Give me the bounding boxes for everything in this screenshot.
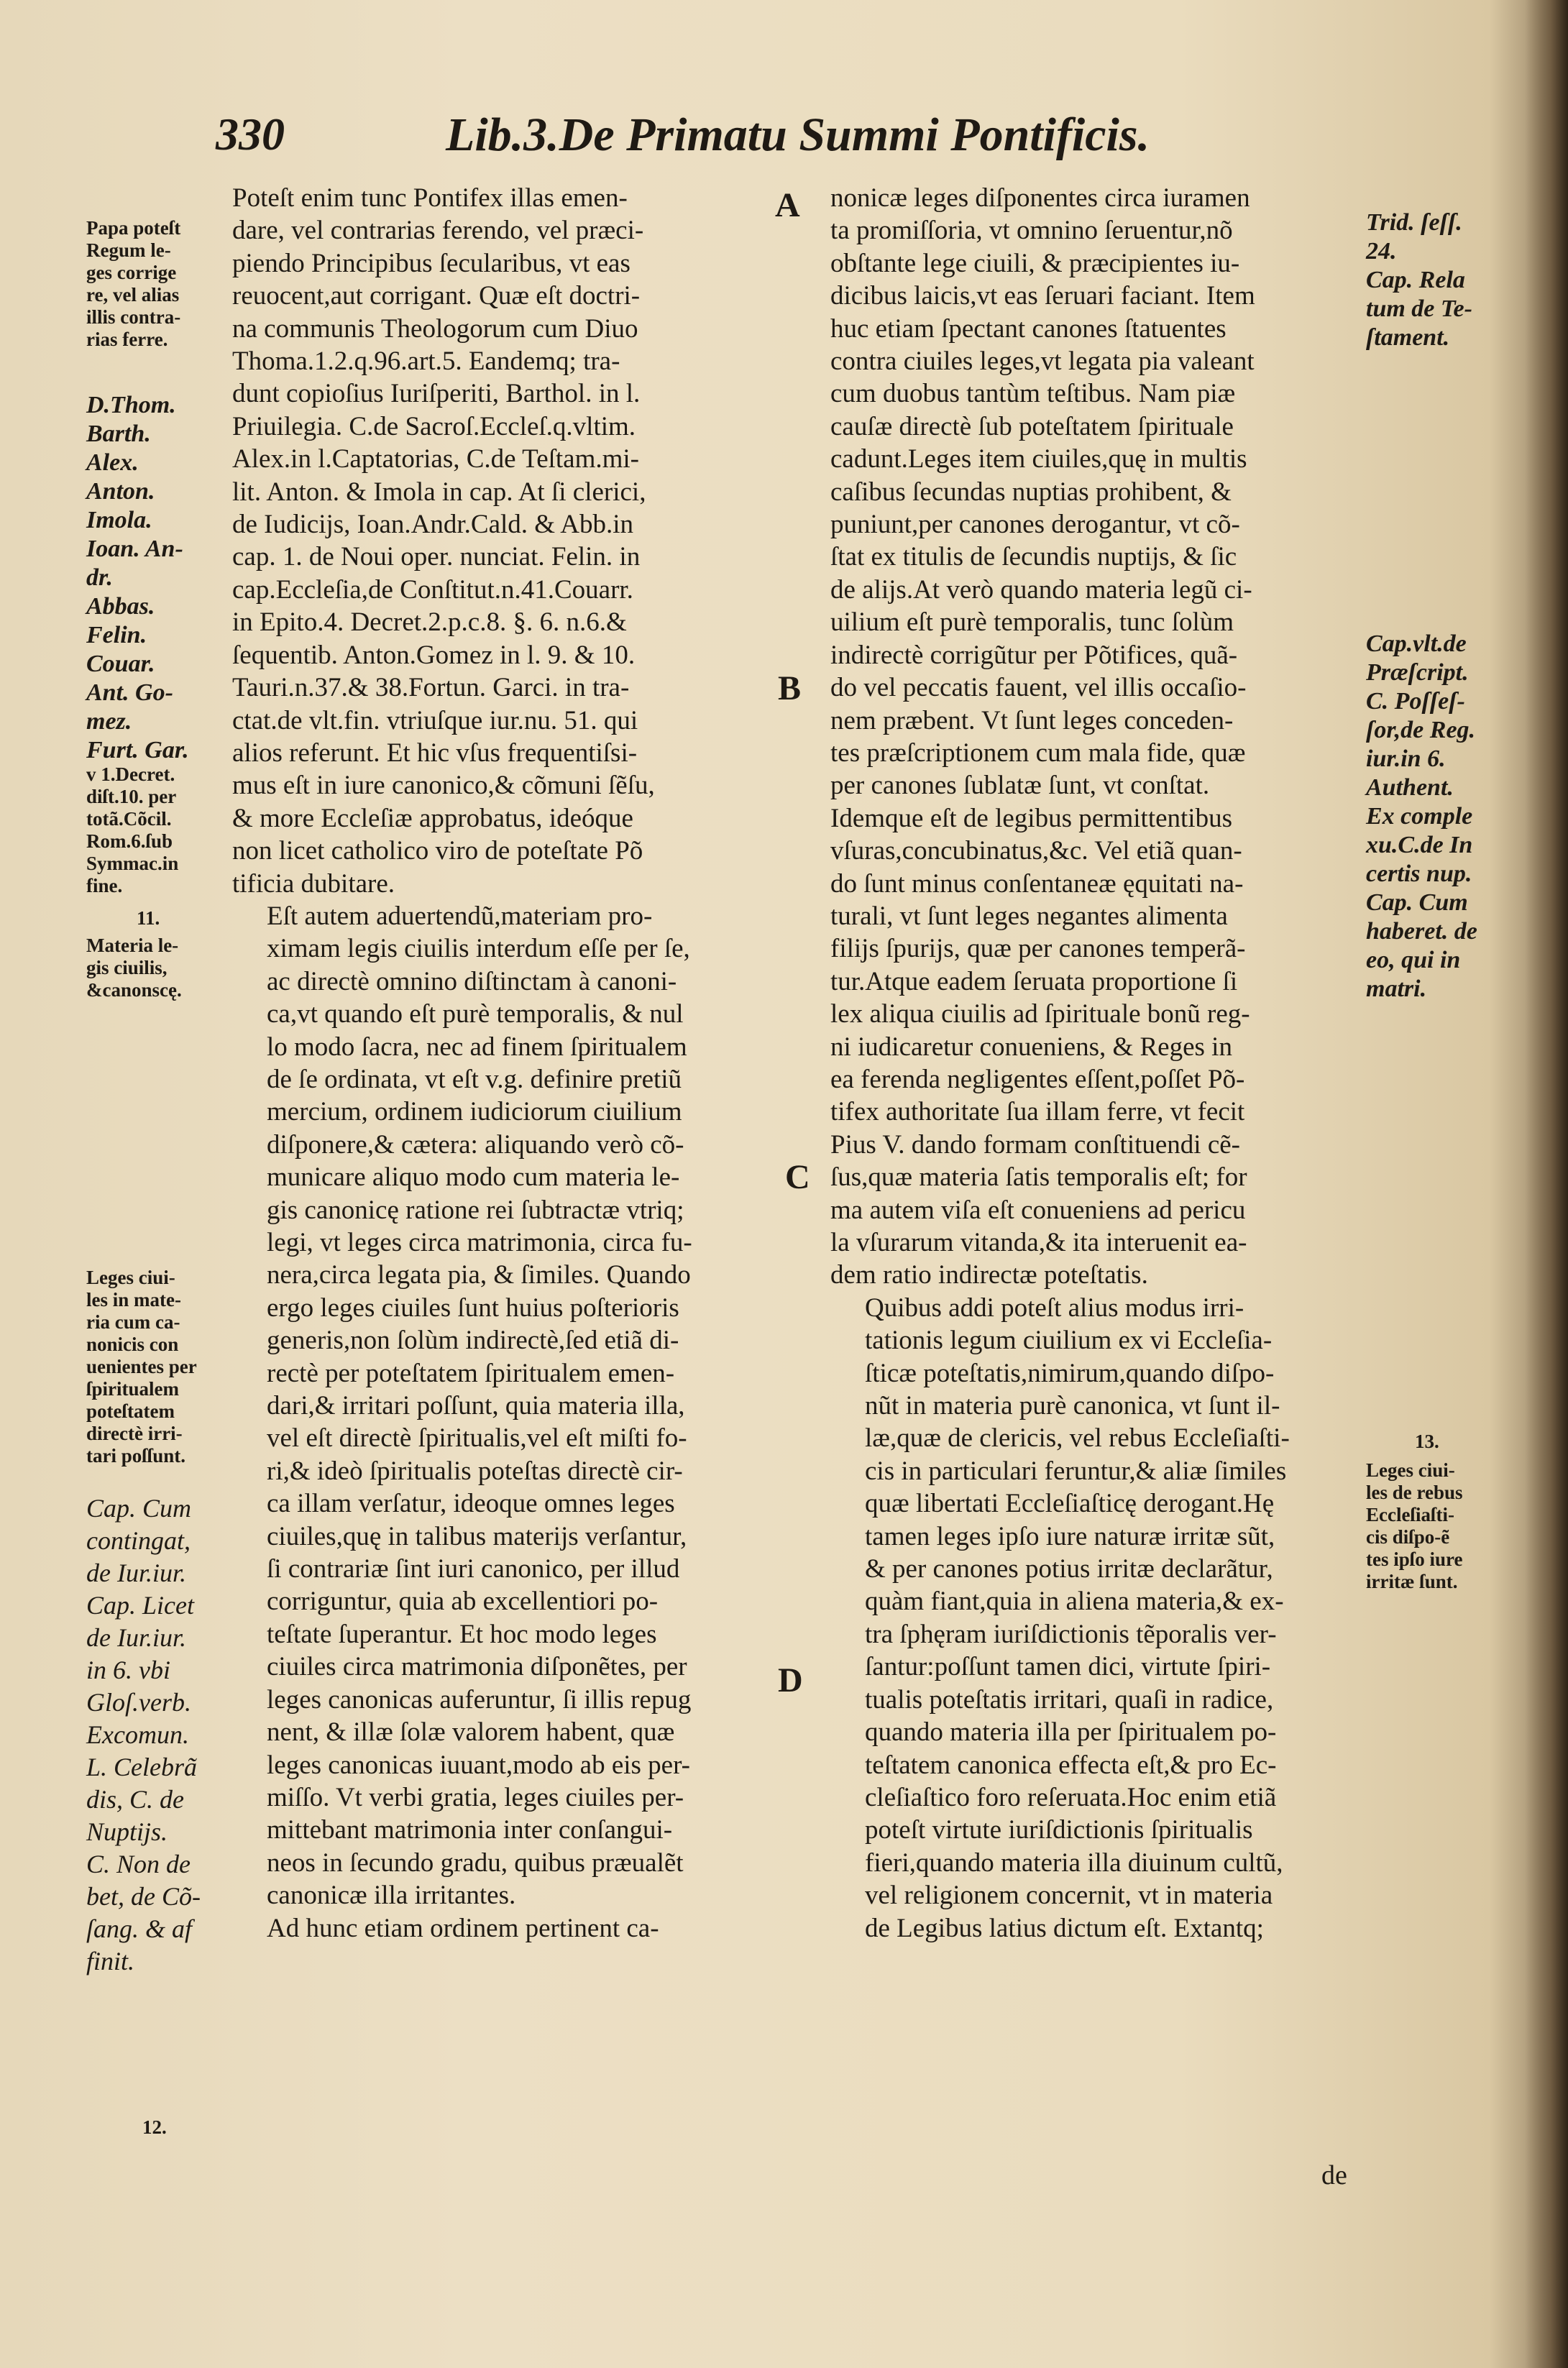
margin-line: C. Poſſeſ- [1366,688,1465,715]
margin-line: ges corrige [86,262,177,283]
text-line: tifex authoritate ſua illam ferre, vt fecit [830,1097,1245,1127]
text-line: filijs ſpurijs, quæ per canones temperã- [830,934,1246,964]
text-line: ta promiſſoria, vt omnino ſeruentur,nõ [830,216,1233,246]
text-line: fieri,quando materia illa diuinum cultũ, [865,1848,1283,1878]
margin-line: illis contra- [86,306,181,328]
margin-line: Alex. [86,449,139,476]
text-line: vſuras,concubinatus,&c. Vel etiã quan- [830,836,1242,866]
text-line: piendo Principibus ſecularibus, vt eas [232,248,631,278]
margin-line: Ioan. An- [86,536,183,562]
text-line: vel religionem concernit, vt in materia [865,1881,1273,1911]
margin-line: Barth. [86,421,151,447]
margin-line: Papa poteſt [86,217,181,239]
text-line: la vſurarum vitanda,& ita interuenit ea- [830,1228,1247,1257]
text-line: vel eſt directè ſpiritualis,vel eſt miſti fo- [267,1423,687,1454]
text-line: ctat.de vlt.fin. vtriuſque iur.nu. 51. qui [232,705,638,735]
margin-line: directè irri- [86,1423,183,1444]
text-line: Poteſt enim tunc Pontifex illas emen- [232,183,628,213]
margin-line: xu.C.de In [1366,832,1473,858]
section-letter-c: C [785,1158,810,1196]
margin-line: diſt.10. per [86,786,177,807]
text-line: cis in particulari feruntur,& aliæ ſimiles [865,1456,1287,1486]
text-line: ca illam verſatur, ideoque omnes leges [267,1489,675,1519]
paragraph [830,1292,1359,1945]
margin-line: matri. [1366,976,1427,1002]
text-line: rectè per poteſtatem ſpiritualem emen- [267,1358,675,1388]
margin-line: Excomun. [86,1720,189,1749]
right-text-column [830,182,1359,1945]
text-line: ergo leges ciuiles ſunt huius poſterioris [267,1293,679,1323]
catchword: de [1321,2160,1347,2190]
margin-line: Rom.6.ſub [86,830,173,852]
margin-line: mez. [86,708,132,735]
text-line: tificia dubitare. [232,868,395,899]
text-line: tra ſphęram iuriſdictionis tẽporalis ver- [865,1619,1277,1649]
margin-line: Cap.vlt.de [1366,630,1467,657]
text-line: teſtatem canonica effecta eſt,& pro Ec- [865,1750,1277,1780]
text-line: diſponere,& cætera: aliquando verò cõ- [267,1129,684,1160]
text-line: non licet catholico viro de poteſtate Põ [232,836,643,866]
text-line: quæ libertati Eccleſiaſticę derogant.Hę [865,1489,1275,1519]
margin-line: tes ipſo iure [1366,1548,1463,1570]
text-line: mercium, ordinem iudiciorum ciuilium [267,1097,682,1127]
text-line: do ſunt minus conſentaneæ ęquitati na- [830,868,1244,899]
text-line: Pius V. dando formam conſtituendi cẽ- [830,1129,1240,1160]
paragraph [232,1912,768,1945]
margin-line: re, vel alias [86,284,180,306]
margin-line: ria cum ca- [86,1311,180,1333]
text-line: leges canonicas auferuntur, ſi illis repug [267,1684,692,1715]
section-letter-b: B [778,669,802,707]
text-line: ſtat ex titulis de ſecundis nuptijs, & ſic [830,542,1237,572]
margin-note-papa [86,217,223,351]
text-line: nũt in materia purè canonica, vt ſunt il- [865,1391,1280,1421]
margin-line: uenientes per [86,1356,197,1377]
text-line: huc etiam ſpectant canones ſtatuentes [830,313,1227,344]
margin-line: Regum le- [86,239,171,261]
margin-number-13: 13. [1415,1431,1439,1452]
text-line: mus eſt in iure canonico,& cõmuni ſẽſu, [232,771,655,801]
margin-line: tum de Te- [1366,295,1472,322]
text-line: nent, & illæ ſolæ valorem habent, quæ [267,1717,675,1748]
text-line: contra ciuiles leges,vt legata pia valeant [830,347,1255,377]
margin-line: Authent. [1366,774,1454,801]
text-line: mittebant matrimonia inter conſangui- [267,1815,673,1845]
text-line: cum duobus tantùm teſtibus. Nam piæ [830,379,1236,409]
margin-line: fine. [86,875,123,896]
text-line: ſequentib. Anton.Gomez in l. 9. & 10. [232,640,636,670]
text-line: tur.Atque eadem ſeruata proportione ſi [830,966,1238,996]
left-text-column [232,182,768,1945]
margin-note-leges [86,1267,223,1467]
text-line: legi, vt leges circa matrimonia, circa fu- [267,1228,692,1257]
margin-line: irritæ ſunt. [1366,1571,1458,1592]
margin-refs-canon [86,1492,223,1978]
text-line: ma autem viſa eſt conueniens ad pericu [830,1195,1246,1225]
margin-refs-decret [86,763,223,897]
text-line: canonicæ illa irritantes. [267,1881,516,1911]
text-line: dicibus laicis,vt eas ſeruari faciant. Item [830,281,1255,311]
margin-line: ſtament. [1366,324,1450,351]
margin-note-materia [86,935,223,1001]
margin-line: eo, qui in [1366,947,1461,973]
text-line: turali, vt ſunt leges negantes alimenta [830,901,1228,931]
margin-refs-trid [1366,208,1510,352]
text-line: gis canonicę ratione rei ſubtractæ vtriq; [267,1195,684,1225]
margin-line: Felin. [86,622,147,648]
text-line: ciuiles circa matrimonia diſponẽtes, per [267,1652,687,1682]
margin-line: Præſcript. [1366,659,1469,686]
margin-number-12: 12. [142,2116,167,2138]
text-line: dem ratio indirectæ poteſtatis. [830,1260,1148,1290]
text-line: cleſiaſtico foro reſeruata.Hoc enim etiã [865,1782,1277,1812]
margin-line: cis diſpo-ẽ [1366,1526,1450,1548]
margin-refs-authors [86,391,223,765]
text-line: ac directè omnino diſtinctam à canoni- [267,966,677,996]
margin-line: v 1.Decret. [86,763,175,785]
text-line: obſtante lege ciuili, & præcipientes iu- [830,248,1240,278]
margin-line: bet, de Cõ- [86,1882,201,1911]
text-line: corriguntur, quia ab excellentiori po- [267,1587,659,1617]
margin-line: Cap. Cum [1366,889,1468,916]
margin-line: Furt. Gar. [86,737,189,763]
margin-line: haberet. de [1366,918,1477,945]
text-line: de alijs.At verò quando materia legũ ci- [830,574,1252,605]
margin-line: Imola. [86,507,152,533]
text-line: cap. 1. de Noui oper. nunciat. Felin. in [232,542,641,572]
text-line: tes præſcriptionem cum mala fide, quæ [830,738,1246,768]
text-line: Tauri.n.37.& 38.Fortun. Garci. in tra- [232,673,630,703]
margin-line: Leges ciui- [86,1267,175,1288]
text-line: tationis legum ciuilium ex vi Eccleſia- [865,1326,1273,1356]
margin-line: iur.in 6. [1366,745,1446,772]
text-line: tamen leges ipſo iure naturæ irritæ sũt, [865,1521,1275,1551]
text-line: nem præbent. Vt ſunt leges conceden- [830,705,1234,735]
margin-line: poteſtatem [86,1400,175,1422]
text-line: ſus,quæ materia ſatis temporalis eſt; for [830,1162,1247,1193]
margin-line: dr. [86,564,113,591]
margin-line: tari poſſunt. [86,1445,186,1467]
margin-line: Symmac.in [86,853,179,874]
text-line: Ad hunc etiam ordinem pertinent ca- [267,1913,659,1943]
margin-line: ſang. & af [86,1914,193,1943]
text-line: cadunt.Leges item ciuiles,quę in multis [830,444,1247,474]
margin-line: Materia le- [86,935,179,956]
margin-line: rias ferre. [86,329,168,350]
page-number: 330 [216,109,285,160]
text-line: ea ferenda negligentes eſſent,poſſet Põ- [830,1064,1245,1094]
text-line: de Iudicijs, Ioan.Andr.Cald. & Abb.in [232,510,634,540]
section-letter-a: A [775,186,800,224]
margin-line: ſor,de Reg. [1366,717,1476,743]
text-line: nonicæ leges diſponentes circa iuramen [830,183,1250,213]
text-line: uilium eſt purè temporalis, tunc ſolùm [830,607,1234,638]
margin-line: dis, C. de [86,1785,185,1814]
text-line: cauſæ directè ſub poteſtatem ſpirituale [830,411,1234,441]
text-line: ſantur:poſſunt tamen dici, virtute ſpiri- [865,1652,1271,1682]
margin-line: certis nup. [1366,861,1472,887]
margin-line: contingat, [86,1526,191,1555]
margin-line: nonicis con [86,1334,179,1355]
margin-line: Trid. ſeſſ. [1366,209,1462,236]
margin-number-11: 11. [137,907,160,929]
text-line: per canones ſublatæ ſunt, vt conſtat. [830,771,1210,801]
paragraph [830,182,1359,1292]
text-line: indirectè corrigũtur per Põtifices, quã- [830,640,1238,670]
margin-line: in 6. vbi [86,1656,170,1684]
text-line: Eſt autem aduertendũ,materiam pro- [267,901,653,931]
margin-refs-praescript [1366,630,1510,1004]
margin-line: Gloſ.verb. [86,1688,191,1717]
page-header [216,108,1366,173]
margin-line: Eccleſiaſti- [1366,1504,1454,1525]
margin-line: finit. [86,1947,135,1975]
text-line: na communis Theologorum cum Diuo [232,313,638,344]
text-line: lit. Anton. & Imola in cap. At ſi clerici, [232,477,646,507]
page-gutter-shadow [1525,0,1568,2368]
text-line: ſticæ poteſtatis,nimirum,quando diſpo- [865,1358,1275,1388]
text-line: leges canonicas iuuant,modo ab eis per- [267,1750,691,1780]
text-line: alios referunt. Et hic vſus frequentiſsi- [232,738,638,768]
margin-line: L. Celebrã [86,1753,198,1781]
paragraph [232,900,768,1912]
text-line: ciuiles,quę in talibus materijs verſantur, [267,1521,687,1551]
margin-line: les de rebus [1366,1482,1463,1503]
margin-note-leges-ciuiles [1366,1459,1510,1593]
text-line: læ,quæ de clericis, vel rebus Eccleſiaſti- [865,1423,1290,1454]
text-line: & more Eccleſiæ approbatus, ideóque [232,803,633,833]
text-line: de Legibus latius dictum eſt. Extantq; [865,1913,1264,1943]
text-line: ſi contrariæ ſint iuri canonico, per illud [267,1554,680,1584]
text-line: ximam legis ciuilis interdum eſſe per ſe, [267,934,690,964]
margin-line: de Iur.iur. [86,1559,187,1587]
text-line: do vel peccatis fauent, vel illis occaſio- [830,673,1247,703]
text-line: lo modo ſacra, nec ad finem ſpiritualem [267,1032,687,1062]
margin-line: les in mate- [86,1289,181,1311]
margin-line: D.Thom. [86,392,176,418]
margin-line: ſpiritualem [86,1378,179,1400]
margin-line: Abbas. [86,593,155,620]
margin-line: Anton. [86,478,155,505]
margin-line: C. Non de [86,1850,191,1878]
margin-line: totã.Cõcil. [86,808,172,830]
paragraph [232,182,768,900]
text-line: Quibus addi poteſt alius modus irri- [865,1293,1244,1323]
margin-line: Couar. [86,651,155,677]
text-line: Idemque eſt de legibus permittentibus [830,803,1232,833]
text-line: ca,vt quando eſt purè temporalis, & nul [267,999,684,1029]
text-line: dunt copioſius Iuriſperiti, Barthol. in l. [232,379,641,409]
text-line: Thoma.1.2.q.96.art.5. Eandemq; tra- [232,347,620,377]
text-line: ri,& ideò ſpiritualis poteſtas directè cir- [267,1456,683,1486]
text-line: reuocent,aut corrigant. Quæ eſt doctri- [232,281,641,311]
text-line: lex aliqua ciuilis ad ſpirituale bonũ reg- [830,999,1250,1029]
text-line: Priuilegia. C.de Sacroſ.Eccleſ.q.vltim. [232,411,636,441]
text-line: poteſt virtute iuriſdictionis ſpiritualis [865,1815,1253,1845]
text-line: neos in ſecundo gradu, quibus præualẽt [267,1848,684,1878]
margin-line: Ex comple [1366,803,1473,830]
margin-line: Leges ciui- [1366,1459,1455,1481]
section-letter-d: D [778,1661,803,1699]
text-line: in Epito.4. Decret.2.p.c.8. §. 6. n.6.& [232,607,627,638]
margin-line: Cap. Rela [1366,267,1465,293]
text-line: puniunt,per canones derogantur, vt cõ- [830,510,1240,540]
margin-line: Nuptijs. [86,1817,168,1846]
running-title: Lib.3.De Primatu Summi Pontificis. [446,109,1150,161]
margin-line: gis ciuilis, [86,957,168,978]
text-line: tualis poteſtatis irritari, quaſi in radice, [865,1684,1274,1715]
margin-line: de Iur.iur. [86,1623,187,1652]
text-line: & per canones potius irritæ declarãtur, [865,1554,1273,1584]
text-line: dari,& irritari poſſunt, quia materia illa, [267,1391,685,1421]
text-line: dare, vel contrarias ferendo, vel præci- [232,216,644,246]
margin-line: &canonscę. [86,979,182,1001]
text-line: Alex.in l.Captatorias, C.de Teſtam.mi- [232,444,640,474]
text-line: ni iudicaretur conueniens, & Reges in [830,1032,1232,1062]
text-line: caſibus ſecundas nuptias prohibent, & [830,477,1232,507]
text-line: nera,circa legata pia, & ſimiles. Quando [267,1260,691,1290]
margin-line: 24. [1366,238,1397,265]
margin-line: Ant. Go- [86,679,173,706]
text-line: generis,non ſolùm indirectè,ſed etiã di- [267,1326,679,1356]
text-line: quàm fiant,quia in aliena materia,& ex- [865,1587,1284,1617]
text-line: cap.Eccleſia,de Conſtitut.n.41.Couarr. [232,574,633,605]
text-line: quando materia illa per ſpiritualem po- [865,1717,1277,1748]
text-line: municare aliquo modo cum materia le- [267,1162,680,1193]
text-line: teſtate ſuperantur. Et hoc modo leges [267,1619,657,1649]
text-line: de ſe ordinata, vt eſt v.g. definire pretiũ [267,1064,682,1094]
margin-line: Cap. Cum [86,1494,192,1523]
margin-line: Cap. Licet [86,1591,194,1620]
text-line: miſſo. Vt verbi gratia, leges ciuiles per- [267,1782,684,1812]
